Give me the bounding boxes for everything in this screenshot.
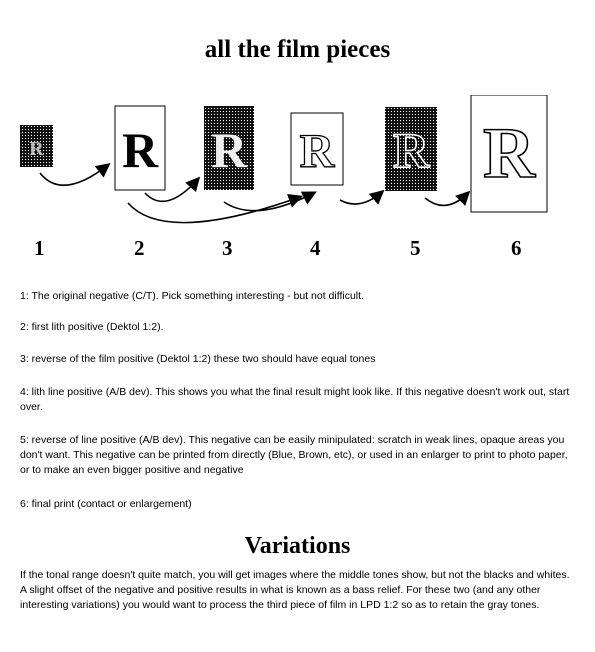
piece-number-1: 1 bbox=[34, 236, 45, 260]
film-piece-5 bbox=[385, 107, 437, 191]
piece-number-5: 5 bbox=[410, 236, 421, 260]
arrow-2-to-4 bbox=[128, 197, 300, 223]
film-piece-6 bbox=[471, 95, 547, 212]
step-description-6: 6: final print (contact or enlargement) bbox=[20, 498, 192, 510]
film-piece-6-letter: R bbox=[483, 113, 535, 193]
film-piece-2-letter: R bbox=[121, 122, 159, 178]
film-piece-5-letter: R bbox=[392, 122, 430, 178]
piece-number-6: 6 bbox=[511, 236, 522, 260]
step-description-2: 2: first lith positive (Dektol 1:2). bbox=[20, 321, 164, 333]
piece-number-4: 4 bbox=[310, 236, 321, 260]
film-piece-2 bbox=[115, 106, 165, 190]
film-piece-4 bbox=[291, 113, 343, 185]
page-title: all the film pieces bbox=[204, 36, 391, 63]
film-piece-1 bbox=[20, 125, 53, 167]
step-description-3: 3: reverse of the film positive (Dektol 1:2) these two should have equal tones bbox=[20, 353, 376, 365]
piece-number-2: 2 bbox=[134, 236, 145, 260]
step-description-4: 4: lith line positive (A/B dev). This shows you what the final result might look like. If this negative doesn't work out, start over. bbox=[20, 386, 570, 413]
film-piece-1-letter: R bbox=[29, 138, 44, 160]
film-piece-3 bbox=[204, 106, 254, 190]
variations-text: If the tonal range doesn't quite match, you will get images where the middle tones show, but not the blacks and whites. A slight offset of the negative and positive results in what is known as a bass relief. For these two (and any other interesting variations) you would want to process the third piece of film in LPD 1:2 so as to retain the gray tones. bbox=[20, 569, 570, 611]
film-pieces-diagram bbox=[0, 95, 595, 245]
film-piece-4-letter: R bbox=[299, 125, 335, 178]
variations-heading: Variations bbox=[244, 533, 351, 559]
arrow-5-to-6 bbox=[425, 193, 468, 205]
step-description-5: 5: reverse of line positive (A/B dev). This negative can be easily minipulated: scratch in weak lines, opaque areas you don't want. This negative can be printed from directly (Blue, Brown, etc), or used in an enlarger to print to photo paper, or to make an even bigger positive and negative bbox=[20, 434, 568, 476]
piece-number-3: 3 bbox=[222, 236, 233, 260]
arrow-4-to-5 bbox=[340, 192, 382, 204]
film-piece-3-letter: R bbox=[210, 122, 248, 178]
arrow-1-to-2 bbox=[40, 165, 108, 185]
step-description-1: 1: The original negative (C/T). Pick something interesting - but not difficult. bbox=[20, 290, 364, 302]
